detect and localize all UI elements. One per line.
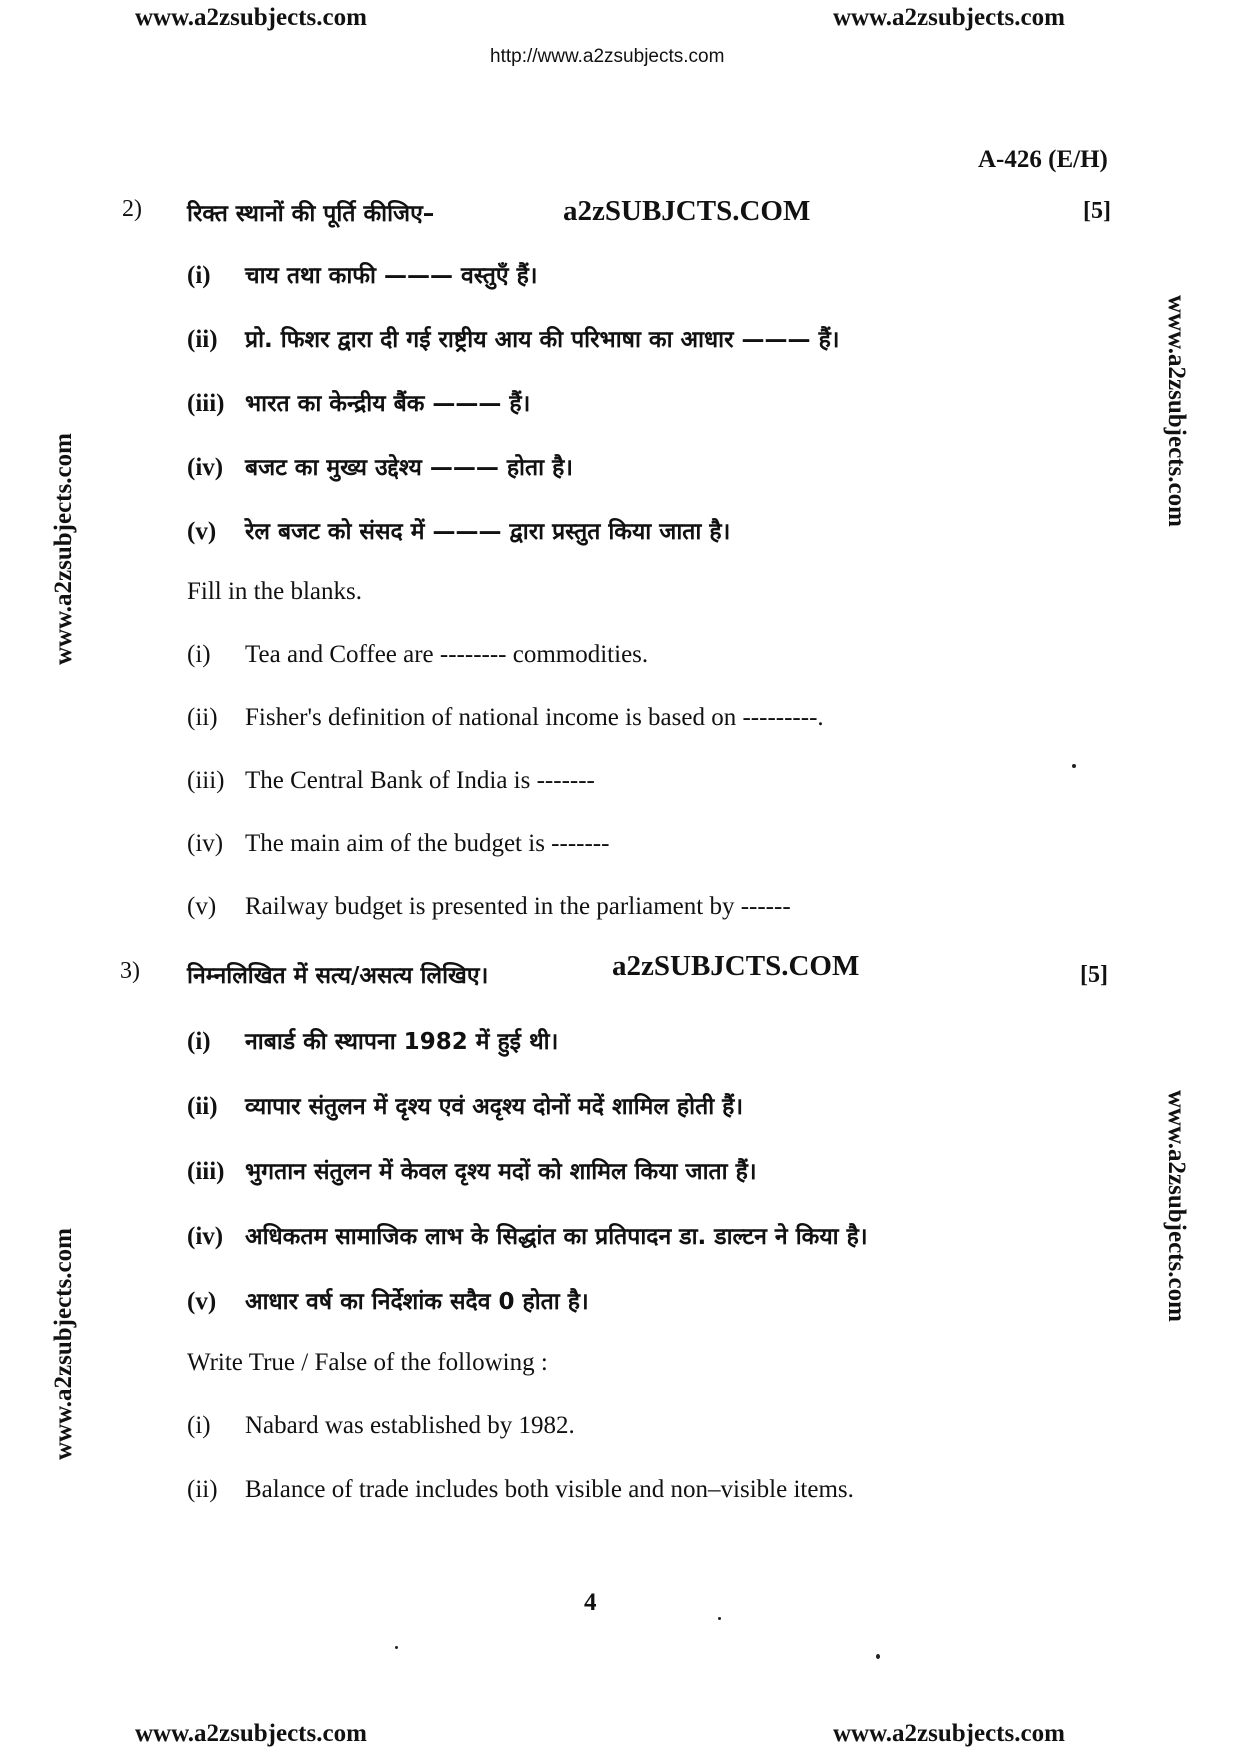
q2-english-item — [187, 893, 791, 921]
scan-speck — [718, 1617, 721, 1620]
q2-hindi-item — [187, 514, 730, 546]
q3-marks: [5] — [1080, 962, 1108, 988]
q2-center-watermark: a2zSUBJCTS.COM — [563, 195, 811, 227]
item-text: प्रो. फिशर द्वारा दी गई राष्ट्रीय आय की परिभाषा का आधार ——— हैं। — [245, 327, 840, 353]
item-number: (iii) — [187, 1158, 225, 1185]
side-watermark-left-lower: www.a2zsubjects.com — [50, 1228, 77, 1460]
item-text: The Central Bank of India is ------- — [245, 767, 595, 794]
item-number: (ii) — [187, 1093, 218, 1120]
q2-english-item — [187, 830, 609, 858]
header-watermark-left: www.a2zsubjects.com — [135, 4, 367, 31]
item-number: (iv) — [187, 830, 224, 857]
item-text: अधिकतम सामाजिक लाभ के सिद्धांत का प्रतिपादन डा. डाल्टन ने किया है। — [245, 1224, 868, 1250]
q2-heading-english: Fill in the blanks. — [187, 578, 362, 605]
q2-hindi-item — [187, 322, 840, 354]
item-text: The main aim of the budget is ------- — [245, 830, 610, 857]
header-url: http://www.a2zsubjects.com — [490, 46, 725, 67]
q3-hindi-item — [187, 1089, 743, 1121]
item-number: (ii) — [187, 704, 218, 731]
item-text: भारत का केन्द्रीय बैंक ——— हैं। — [245, 391, 531, 417]
item-text: रेल बजट को संसद में ——— द्वारा प्रस्तुत किया जाता है। — [245, 519, 731, 545]
item-number: (iii) — [187, 390, 225, 417]
item-text: Nabard was established by 1982. — [245, 1412, 575, 1439]
q3-heading-english: Write True / False of the following : — [187, 1349, 548, 1376]
item-number: (ii) — [187, 326, 218, 353]
item-number: (iii) — [187, 767, 225, 794]
item-text: भुगतान संतुलन में केवल दृश्य मदों को शामिल किया जाता हैं। — [245, 1159, 757, 1185]
item-number: (v) — [187, 893, 217, 920]
footer-watermark-right: www.a2zsubjects.com — [833, 1720, 1065, 1747]
q3-english-item — [187, 1412, 575, 1440]
item-text: बजट का मुख्य उद्देश्य ——— होता है। — [245, 455, 574, 481]
scan-speck — [395, 1646, 398, 1649]
q2-number: 2) — [122, 196, 142, 222]
q3-hindi-item — [187, 1219, 868, 1251]
q2-english-item — [187, 641, 648, 669]
side-watermark-right-lower: www.a2zsubjects.com — [1163, 1090, 1190, 1322]
item-text: आधार वर्ष का निर्देशांक सदैव 0 होता है। — [245, 1289, 589, 1315]
item-text: Tea and Coffee are -------- commodities. — [245, 641, 649, 668]
q3-heading-hindi: निम्नलिखित में सत्य/असत्य लिखिए। — [187, 963, 489, 989]
q2-marks: [5] — [1083, 198, 1111, 224]
item-text: चाय तथा काफी ——— वस्तुएँ हैं। — [245, 263, 538, 289]
item-text: नाबार्ड की स्थापना 1982 में हुई थी। — [245, 1029, 559, 1055]
q2-english-item — [187, 704, 824, 732]
q2-heading-hindi: रिक्त स्थानों की पूर्ति कीजिए– — [187, 201, 435, 227]
q2-hindi-item — [187, 386, 530, 418]
scan-speck — [876, 1654, 880, 1659]
scan-speck — [1072, 764, 1076, 768]
item-number: (v) — [187, 1288, 217, 1315]
q3-hindi-item — [187, 1024, 558, 1056]
item-number: (i) — [187, 1412, 211, 1439]
item-number: (v) — [187, 518, 217, 545]
item-number: (ii) — [187, 1476, 218, 1503]
side-watermark-right-upper: www.a2zsubjects.com — [1163, 295, 1190, 527]
q3-center-watermark: a2zSUBJCTS.COM — [612, 950, 860, 982]
item-number: (i) — [187, 641, 211, 668]
item-number: (i) — [187, 262, 211, 289]
page-number: 4 — [584, 1589, 597, 1616]
q3-hindi-item — [187, 1154, 757, 1186]
item-text: व्यापार संतुलन में दृश्य एवं अदृश्य दोनों मदें शामिल होती हैं। — [245, 1094, 744, 1120]
item-number: (i) — [187, 1028, 211, 1055]
q3-english-item — [187, 1476, 854, 1504]
item-text: Balance of trade includes both visible and non–visible items. — [245, 1476, 854, 1503]
q2-hindi-item — [187, 258, 538, 290]
q2-english-item — [187, 767, 595, 795]
item-text: Fisher's definition of national income is based on ---------. — [245, 704, 824, 731]
q2-hindi-item — [187, 450, 573, 482]
footer-watermark-left: www.a2zsubjects.com — [135, 1720, 367, 1747]
item-text: Railway budget is presented in the parliament by ------ — [245, 893, 791, 920]
item-number: (iv) — [187, 454, 224, 481]
q3-hindi-item — [187, 1284, 589, 1316]
item-number: (iv) — [187, 1223, 224, 1250]
header-watermark-right: www.a2zsubjects.com — [833, 4, 1065, 31]
side-watermark-left-upper: www.a2zsubjects.com — [50, 433, 77, 665]
paper-code: A-426 (E/H) — [978, 146, 1108, 173]
q3-number: 3) — [120, 958, 140, 984]
